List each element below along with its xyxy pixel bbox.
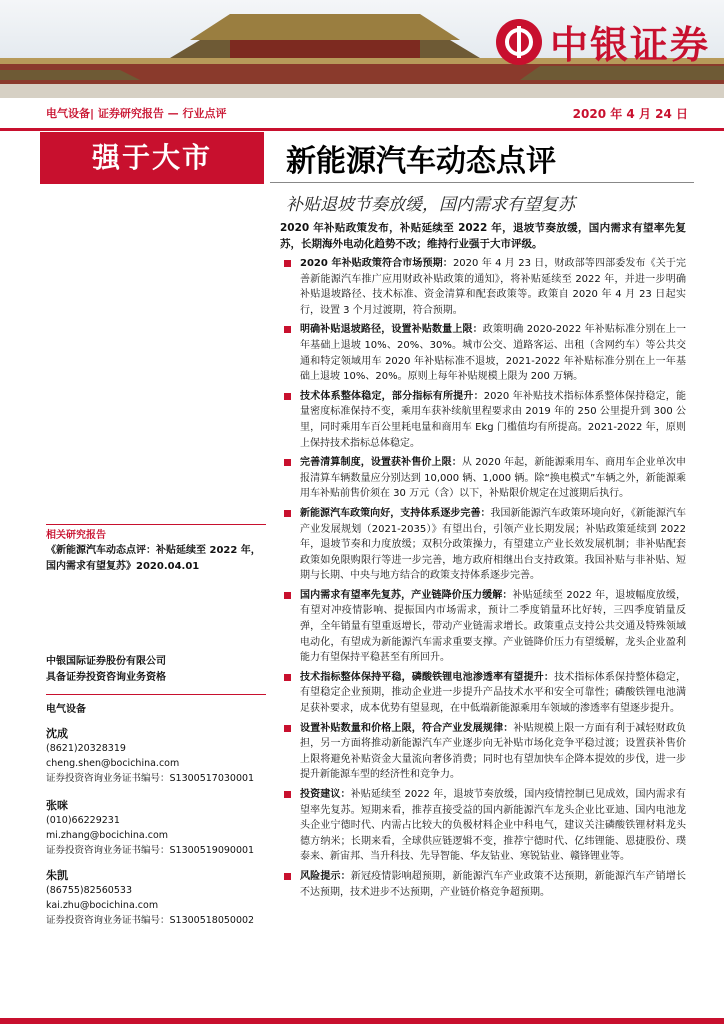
bullet-icon <box>284 791 291 798</box>
lead-paragraph: 2020 年补贴政策发布，补贴延续至 2022 年，退坡节奏放缓，国内需求有望率先复苏，长期海外电动化趋势不改；维持行业强于大市评级。 <box>280 222 686 250</box>
analyst-phone: (86755)82560533 <box>46 885 132 896</box>
analyst-cert: 证券投资咨询业务证书编号：S1300517030001 <box>46 773 255 784</box>
report-title: 新能源汽车动态点评 <box>286 144 556 179</box>
sidebar-divider <box>46 524 266 525</box>
list-item <box>280 787 686 865</box>
report-date: 2020 年 4 月 24 日 <box>572 107 688 121</box>
list-item <box>280 322 686 384</box>
item-head: 技术指标整体保持平稳，磷酸铁锂电池渗透率有望提升： <box>300 671 555 683</box>
item-body: 新冠疫情影响超预期，新能源汽车产业政策不达预期，新能源汽车产销增长不达预期，技术进步不达预期，产业链价格竞争超预期。 <box>300 870 687 898</box>
list-item <box>280 721 686 783</box>
bullet-icon <box>284 674 291 681</box>
item-body: 从 2020 年起，新能源乘用车、商用车企业单次申报清算车辆数量应分别达到 10,000 辆、1,000 辆。除“换电模式”车辆之外，新能源乘用车补贴前售价须在 30 万元（含）以下，补贴限价规定在过渡期后执行。 <box>300 457 687 500</box>
item-head: 完善清算制度，设置获补售价上限： <box>300 457 462 469</box>
item-head: 国内需求有望率先复苏，产业链降价压力缓解： <box>300 589 513 601</box>
item-body: 2020 年补贴技术指标体系整体保持稳定，能量密度标准保持不变，乘用车获补续航里程要求由 2019 年的 250 公里提升到 300 公里，同时乘用车百公里耗电量和商用车 Ekg 门槛值均有所提高。2021-2022 年，原则上保持技术指标总体稳定。 <box>300 390 686 449</box>
item-head: 投资建议： <box>300 789 351 800</box>
footer-bar <box>0 1018 724 1024</box>
header-banner <box>0 0 724 98</box>
item-body: 技术指标体系保持整体稳定，有望稳定企业预期，推动企业进一步提升产品技术水平和安全可靠性；磷酸铁锂电池满足获补要求，成本优势有望显现，在中低端新能源乘用车领域的渗透率有望逐步提升。 <box>300 671 687 715</box>
analyst-cert: 证券投资咨询业务证书编号：S1300518050002 <box>46 915 255 926</box>
report-subtitle: 补贴退坡节奏放缓，国内需求有望复苏 <box>286 195 575 215</box>
related-title: 相关研究报告 <box>46 530 106 541</box>
related-item: 《新能源汽车动态点评：补贴延续至 2022 年，国内需求有望复苏》2020.04.01 <box>46 545 261 572</box>
item-head: 明确补贴退坡路径，设置补贴数量上限： <box>300 324 483 336</box>
qualification: 具备证券投资咨询业务资格 <box>46 672 166 683</box>
bullet-icon <box>284 725 291 732</box>
list-item <box>280 670 686 717</box>
company-logo <box>496 14 710 69</box>
bullet-icon <box>284 459 291 466</box>
sidebar-divider <box>46 694 266 695</box>
main-content <box>280 220 686 904</box>
analyst-phone: (010)66229231 <box>46 815 120 826</box>
analyst-name: 沈成 <box>46 727 68 740</box>
analyst-phone: (8621)20328319 <box>46 743 126 754</box>
bullet-icon <box>284 592 291 599</box>
rating-badge: 强于大市 <box>40 132 264 184</box>
item-head: 技术体系整体稳定，部分指标有所提升： <box>300 390 484 402</box>
item-body: 政策明确 2020-2022 年补贴标准分别在上一年基础上退坡 10%、20%、30%。城市公交、道路客运、出租（含网约车）等公共交通和特定领域用车 2020 年补贴标准不退坡，2021-2022 年补贴标准分别在上一年基础上退坡 10%、20%。原则上每年补贴规模上限为 200 万辆。 <box>300 324 686 383</box>
sector-label <box>46 702 266 718</box>
bullet-icon <box>284 510 291 517</box>
item-head: 设置补贴数量和价格上限，符合产业发展规律： <box>300 722 514 734</box>
item-body: 2020 年 4 月 23 日，财政部等四部委发布《关于完善新能源汽车推广应用财政补贴政策的通知》，将补贴延续至 2022 年，并进一步明确补贴退坡路径、技术标准、资金清算和配套政策等。政策自 2020 年 4 月 23 日起实行，设置 3 个月过渡期，符合预期。 <box>300 258 686 316</box>
item-body: 补贴规模上限一方面有利于减轻财政负担，另一方面将推动新能源汽车产业逐步向无补贴市场化竞争平稳过渡；设置获补售价上限将避免补贴资金大量流向奢侈消费；同时也有望加快车企降本提效的步伐，进一步提升新能源车型的经济性和竞争力。 <box>300 722 687 781</box>
company-name: 中银国际证券股份有限公司 <box>46 656 166 667</box>
item-head: 新能源汽车政策向好，支持体系逐步完善： <box>300 507 491 519</box>
bullet-icon <box>284 873 291 880</box>
item-head: 风险提示： <box>300 870 351 882</box>
list-item <box>280 506 686 584</box>
bullet-icon <box>284 326 291 333</box>
title-divider <box>270 182 694 183</box>
item-body: 补贴延续至 2022 年，退坡节奏放缓，国内疫情控制已见成效，国内需求有望率先复苏。短期来看，推荐直接受益的国内新能源汽车龙头企业比亚迪、国内电池龙头企业宁德时代、内需占比较大的负极材料企业中科电气，建议关注磷酸铁锂材料龙头德方纳米；长期来看，全球供应链逻辑不变，推荐宁德时代、亿纬锂能、恩捷股份、璞泰来、新宙邦、当升科技、先导智能、华友钴业、寒锐钴业、赣锋锂业等。 <box>300 789 687 863</box>
report-header <box>0 98 724 131</box>
sector: 电气设备 <box>46 704 86 715</box>
bullet-icon <box>284 393 291 400</box>
list-item <box>280 588 686 666</box>
item-body: 补贴延续至 2022 年，退坡幅度放缓，有望对冲疫情影响、提振国内市场需求，预计二季度销量环比好转，三四季度销量反弹，全年销量有望重返增长，带动产业链需求增长。政策重点支持公共交通及特殊领域电动化，有望成为新能源汽车需求重要支撑。产业链降价压力有望缓解，龙头企业盈利能力有望保持平稳甚至有所回升。 <box>300 589 687 664</box>
analyst-cert: 证券投资咨询业务证书编号：S1300519090001 <box>46 845 255 856</box>
analyst-email[interactable]: mi.zhang@bocichina.com <box>46 830 169 841</box>
report-category: 电气设备| 证券研究报告 — 行业点评 <box>46 107 227 120</box>
item-head: 2020 年补贴政策符合市场预期： <box>300 258 453 269</box>
boc-logo-icon <box>496 19 542 65</box>
analyst-name: 张咪 <box>46 799 68 812</box>
related-research <box>46 528 266 575</box>
logo-text: 中银证券 <box>549 22 710 67</box>
list-item <box>280 389 686 451</box>
item-body: 我国新能源汽车政策环境向好，《新能源汽车产业发展规划（2021-2035）》有望出台，引领产业长期发展；补贴政策延续到 2022 年，退坡节奏和力度放缓；双积分政策操力，有望建立产业长效发展机制；非补贴配套政策如免限购限行等进一步完善，地方政府相继出台支持政策。我国补贴与非补贴、短期与长期、中央与地方结合的政策支持体系逐步完善。 <box>300 507 686 582</box>
analyst-card <box>46 866 266 928</box>
list-item <box>280 869 686 900</box>
analyst-card <box>46 796 266 858</box>
analyst-email[interactable]: cheng.shen@bocichina.com <box>46 758 180 769</box>
bullet-icon <box>284 260 291 267</box>
analyst-name: 朱凯 <box>46 869 68 882</box>
analyst-email[interactable]: kai.zhu@bocichina.com <box>46 900 159 911</box>
analyst-card <box>46 724 266 786</box>
company-info <box>46 654 266 686</box>
list-item <box>280 256 686 318</box>
list-item <box>280 455 686 502</box>
